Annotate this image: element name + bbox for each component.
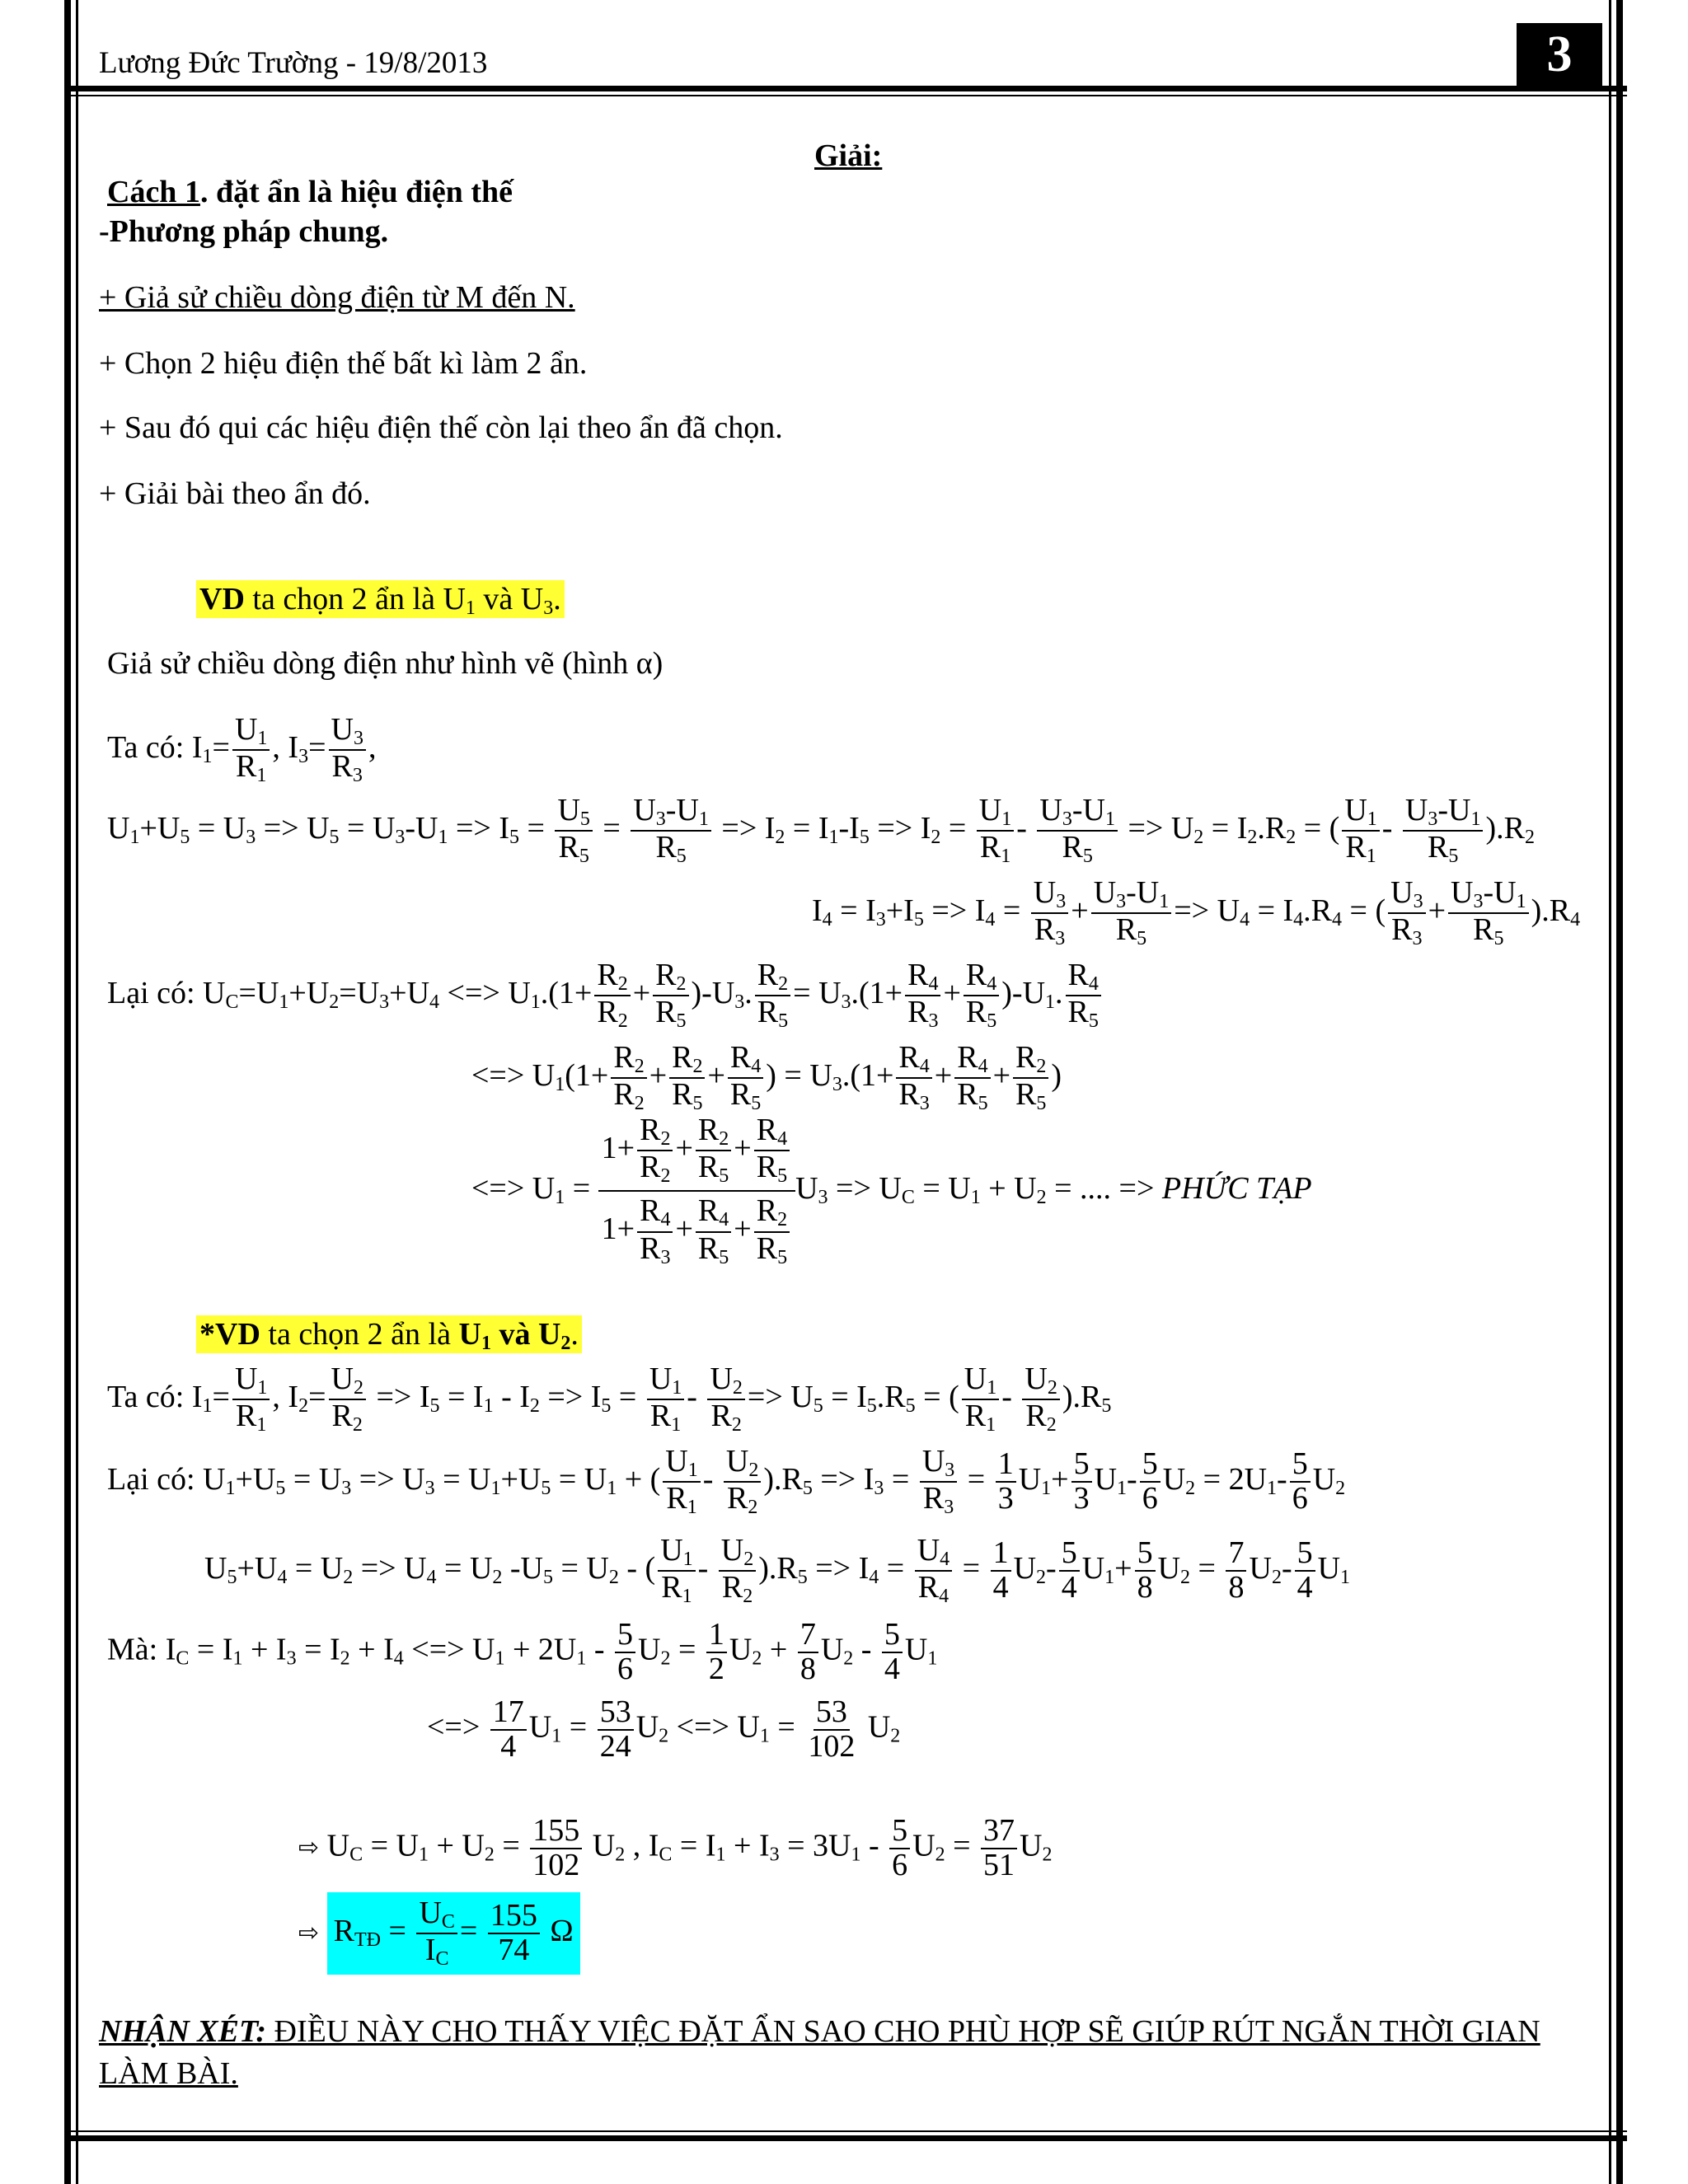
example1-label: VD ta chọn 2 ẩn là $U_1$ và $U_3$. (196, 582, 565, 621)
example2-label-bold: *VD (199, 1317, 260, 1352)
footer-rule-thin (69, 2130, 1627, 2132)
header-rule-thick (69, 86, 1627, 91)
eq-equiv-1: <=> $U_1(1+$ $\frac{R_2}{R_2}$ + $\frac{R_2}{R_5}$ + $\frac{R_4}{R_5}$ ) = $U_3.(1+$ $\frac{R_4}{R_3}$ + $\frac{R_4}{R_5}$ + $\frac{R_2}{R_5}$ ) (471, 1040, 1062, 1115)
step-4: + Giải bài theo ẩn đó. (99, 476, 371, 511)
frame-left-outer (64, 0, 71, 2184)
example1-label-bold: VD (199, 582, 245, 616)
result-box: $R_{TĐ}$ = $\frac{U_C}{I_C}$ = $\frac{155}{74}$ Ω (327, 1892, 580, 1975)
step-2: + Chọn 2 hiệu điện thế bất kì làm 2 ẩn. (99, 346, 588, 381)
step-1: + Giả sử chiều dòng điện từ M đến N. (99, 280, 575, 315)
solution-title: Giải: (814, 138, 883, 173)
example2-label: *VD ta chọn 2 ẩn là $U_1$ và $U_2$. (196, 1317, 582, 1356)
method-subheading: -Phương pháp chung. (99, 214, 389, 249)
implies-arrow-icon: ⇨ (298, 1918, 320, 1947)
complex-note: PHỨC TẠP (1161, 1171, 1312, 1207)
eq-u4-i4: $U_5+U_4 = U_2 => U_4 = U_2$ $-U_5 = U_2$ - ( $\frac{U_1}{R_1}$ - $\frac{U_2}{R_2}$ )$.R_5 => I_4$ = $\frac{U_4}{R_4}$ = $\frac{1}{4}$ $U_2-$ $\frac{5}{4}$ $U_1+$ $\frac{5}{8}$ $U_2$ = $\frac{7}{8}$ $U_2-$ $\frac{5}{4}$ $U_1$ (204, 1533, 1351, 1608)
eq-i4-u4: $I_4 = I_3+I_5 => I_4$ = $\frac{U_3}{R_3}$ + $\frac{U_3-U_1}{R_5}$ => $U_4 = I_4.R_4$ = ( $\frac{U_3}{R_3}$ + $\frac{U_3-U_1}{R_5}$ )$.R_4$ (812, 875, 1581, 950)
method-heading-label: Cách 1 (107, 175, 200, 209)
eq-solve-u1: <=> $\frac{17}{4}$ $U_1$ = $\frac{53}{24}$ $U_2$ <=> $U_1$ = $\frac{53}{102}$ $U_2$ (427, 1694, 901, 1764)
example2-label-rest: ta chọn 2 ẩn là (260, 1317, 459, 1352)
implies-arrow-icon: ⇨ (298, 1833, 320, 1863)
frame-right-outer (1616, 0, 1623, 2184)
method-heading (107, 175, 513, 211)
remark-label: NHẬN XÉT: (99, 2014, 267, 2049)
frame-right-inner (1609, 0, 1611, 2184)
example1-assumption: Giả sử chiều dòng điện như hình vẽ (hình α) (107, 646, 663, 681)
eq-u5-i5-u2: $U_1+U_5 = U_3 => U_5 = U_3-U_1 => I_5$ = $\frac{U_5}{R_5}$ = $\frac{U_3-U_1}{R_5}$ => $I_2 = I_1-I_5 => I_2$ = $\frac{U_1}{R_1}$ - $\frac{U_3-U_1}{R_5}$ => $U_2 = I_2.R_2$ = ( $\frac{U_1}{R_1}$ - $\frac{U_3-U_1}{R_5}$ )$.R_2$ (107, 793, 1535, 868)
header-author-date: Lương Đức Trường - 19/8/2013 (99, 46, 488, 80)
method-heading-rest: . đặt ẩn là hiệu điện thế (199, 175, 513, 209)
step-3: + Sau đó qui các hiệu điện thế còn lại theo ẩn đã chọn. (99, 410, 783, 445)
eq-equiv-2: <=> $U_1$ = 1+ $\frac{R_2}{R_2}$ + $\frac{R_2}{R_5}$ + $\frac{R_4}{R_5}$ 1+ $\frac{R_4}{R_3}$ + $\frac{R_4}{R_5}$ + $\frac{R_2}{R_5}$ $U_3 => U_C = U_1 + U_2$ = .... => PHỨC TẠP (471, 1113, 1312, 1268)
page-number: 3 (1517, 23, 1602, 86)
eq-result (298, 1892, 580, 1975)
eq-uc-ic: ⇨ $U_C = U_1 + U_2$ = $\frac{155}{102}$ $U_2$ , $I_C = I_1 + I_3 = 3U_1$ - $\frac{5}{6}$ $U_2$ = $\frac{37}{51}$ $U_2$ (298, 1813, 1053, 1882)
eq-ta-co-1: Ta có: $I_1=$ $\frac{U_1}{R_1}$ , $I_3=$ $\frac{U_3}{R_3}$ , (107, 712, 377, 787)
header-rule-thin (69, 95, 1627, 96)
remark (99, 2011, 1582, 2096)
eq-lai-co-2: Lại có: $U_1+U_5 = U_3 => U_3 = U_1+U_5 = U_1$ + ( $\frac{U_1}{R_1}$ - $\frac{U_2}{R_2}$ )$.R_5 => I_3$ = $\frac{U_3}{R_3}$ = $\frac{1}{3}$ $U_1+$ $\frac{5}{3}$ $U_1-$ $\frac{5}{6}$ $U_2 = 2U_1-$ $\frac{5}{6}$ $U_2$ (107, 1444, 1346, 1519)
footer-rule-thick (69, 2135, 1627, 2141)
frame-left-inner (76, 0, 78, 2184)
eq-ma-ic: Mà: $I_C = I_1 + I_3 = I_2 + I_4$ <=> $U_1 + 2U_1$ - $\frac{5}{6}$ $U_2$ = $\frac{1}{2}$ $U_2$ + $\frac{7}{8}$ $U_2$ - $\frac{5}{4}$ $U_1$ (107, 1617, 938, 1686)
remark-text: ĐIỀU NÀY CHO THẤY VIỆC ĐẶT ẨN SAO CHO PHÙ HỢP SẼ GIÚP RÚT NGẮN THỜI GIAN LÀM BÀI. (99, 2014, 1540, 2092)
example1-label-rest: ta chọn 2 ẩn là U (244, 582, 466, 616)
eq-lai-co-1: Lại có: $U_C=U_1+U_2=U_3+U_4$ <=> $U_1.(1+$ $\frac{R_2}{R_2}$ + $\frac{R_2}{R_5}$ )$-U_3$. $\frac{R_2}{R_5}$ = $U_3.(1+$ $\frac{R_4}{R_3}$ + $\frac{R_4}{R_5}$ )$-U_1$. $\frac{R_4}{R_5}$ (107, 959, 1104, 1032)
eq-ta-co-2: Ta có: $I_1=$ $\frac{U_1}{R_1}$ , $I_2=$ $\frac{U_2}{R_2}$ => $I_5 = I_1 - I_2 => I_5$ = $\frac{U_1}{R_1}$ - $\frac{U_2}{R_2}$ => $U_5 = I_5.R_5$ = ( $\frac{U_1}{R_1}$ - $\frac{U_2}{R_2}$ )$.R_5$ (107, 1361, 1112, 1436)
